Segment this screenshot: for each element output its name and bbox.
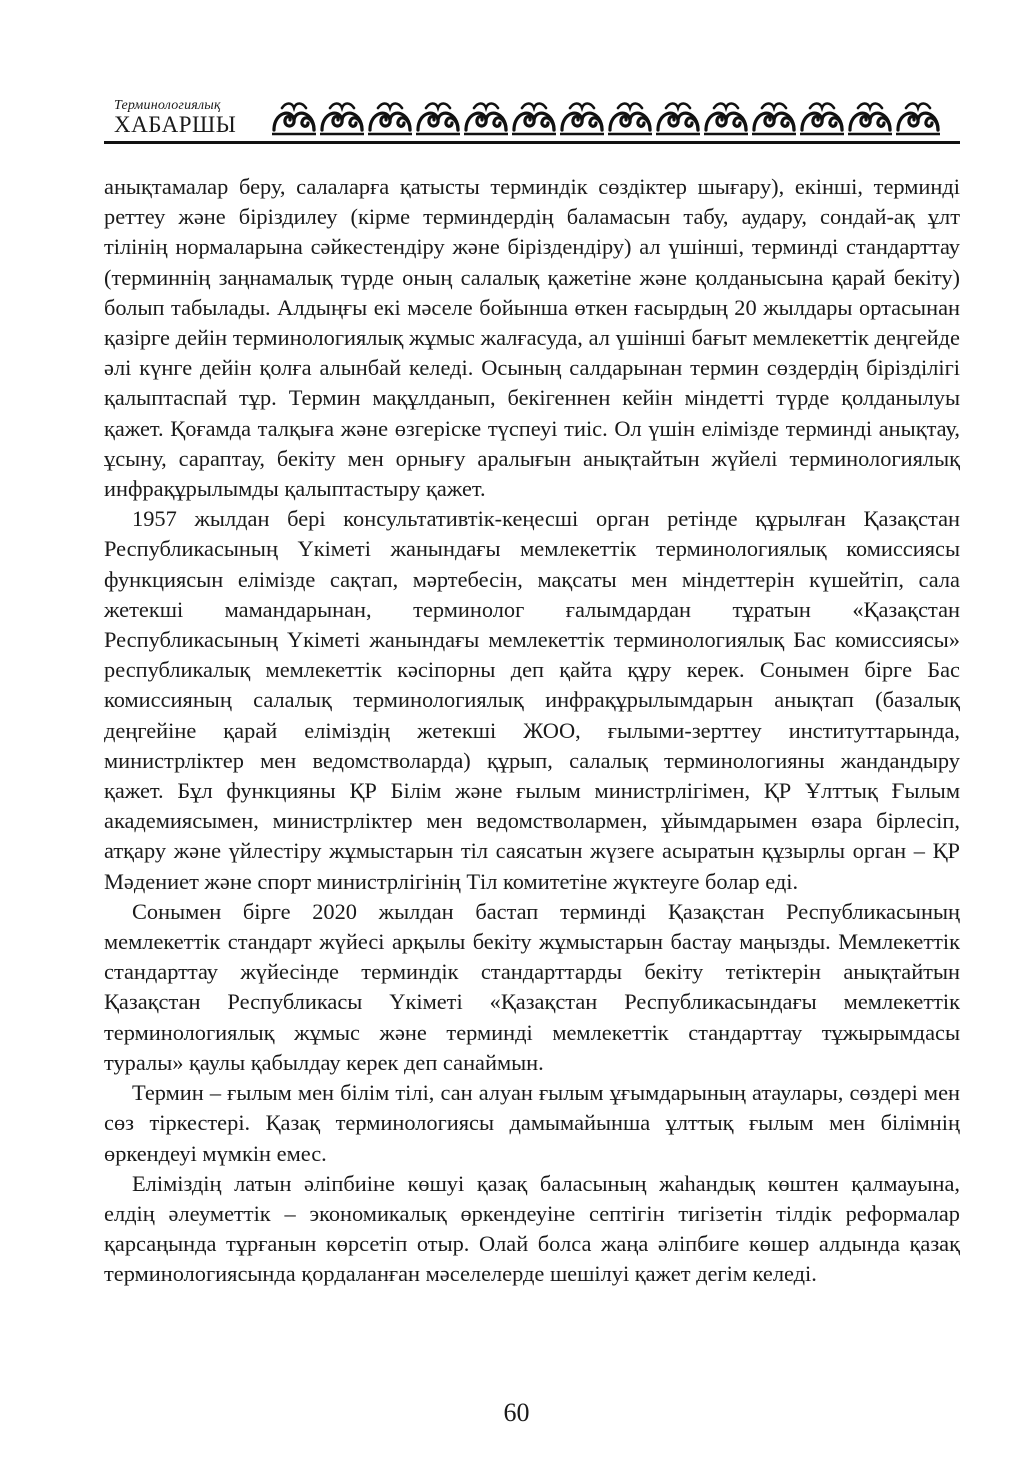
paragraph-2: 1957 жылдан бері консультативтік-кеңесші орган ретінде құрылған Қазақстан Республикасының Үкіметі жанындағы мемлекеттік терминологиялық комиссиясы функциясын елімізде сақтап, мәртебесін, мақсаты мен міндеттерін күшейтіп, сала жетекші мамандарынан, терминолог ғалымдардан тұратын «Қазақстан Республикасының Үкіметі жанындағы мемлекеттік терминологиялық Бас комиссиясы» республикалық мемлекеттік кәсіпорны деп қайта құру керек. Сонымен бірге Бас комиссияның салалық терминологиялық инфрақұрылымдарын анықтап (базалық деңгейіне қарай еліміздің жетекші ЖОО, ғылыми-зерттеу институттарында, министрліктер мен ведомстволарда) құрып, салалық терминологияны жандандыру қажет. Бұл функцияны ҚР Білім және ғылым министрлігімен, ҚР Ұлттық Ғылым академиясымен, министрліктер мен ведомстволармен, ұйымдарымен өзара бірлесіп, атқару және үйлестіру жұмыстарын тіл саясатын жүзеге асыратын құзырлы орган – ҚР Мәдениет және спорт министрлігінің Тіл комитетіне жүктеуге болар еді. [104,506,960,894]
paragraph-3: Сонымен бірге 2020 жылдан бастап терминді Қазақстан Республикасының мемлекеттік стандарт жүйесі арқылы бекіту жұмыстарын бастау маңызды. Мемлекеттік стандарттау жүйесінде терминдік стандарттарды бекіту тетіктерін анықтайтын Қазақстан Республикасы Үкіметі «Қазақстан Республикасындағы мемлекеттік терминологиялық жұмыс және терминді мемлекеттік стандарттау тұжырымдасы туралы» қаулы қабылдау керек деп санаймын. [104,898,960,1075]
paragraph-1: анықтамалар беру, салаларға қатысты терминдік сөздіктер шығару), екінші, терминді реттеу және біріздилеу (кірме терминдердің баламасын табу, аудару, сондай-ақ ұлт тілінің нормаларына сәйкестендіру және біріздендіру) ал үшінші, терминді стандарттау (терминнің заңнамалық түрде оның салалық қажетіне және қолданысына қарай бекіту) болып табылады. Алдыңғы екі мәселе бойынша өткен ғасырдың 20 жылдары ортасынан қазірге дейін терминологиялық жұмыс жалғасуда, ал үшінші бағыт мемлекеттік деңгейде әлі күнге дейін қолға алынбай келеді. Осының салдарынан термин сөздердің біріздiлігі қалыптаспай тұр. Термин мақұлданып, бекігеннен кейін міндетті түрде қолданылуы қажет. Қоғамда талқыға және өзгеріске түспеуі тиіс. Ол үшін елімізде терминді анықтау, ұсыну, сараптау, бекіту мен орнығу аралығын анықтайтын жүйелі терминологиялық инфрақұрылымды қалыптастыру қажет. [104,174,960,502]
journal-name-big: ХАБАРШЫ [114,112,237,137]
journal-name-small: Терминологиялық [114,98,221,113]
paragraph-4: Термин – ғылым мен білім тілі, сан алуан ғылым ұғымдарының атаулары, сөздері мен сөз тіркестері. Қазақ терминологиясы дамымайынша ұлттық ғылым мен білімнің өркендеуі мүмкін емес. [104,1080,960,1166]
kazakh-ornament-icon [270,100,960,138]
page-number: 60 [503,1398,530,1427]
journal-header [104,96,958,146]
paragraph-5: Еліміздің латын әліпбиіне көшуі қазақ баласының жаһандық көштен қалмауына, елдің әлеуметтік – экономикалық өркендеуіне септігін тигізетін тілдік реформалар қарсаңында тұрғанын көрсетіп отыр. Олай болса жаңа әліпбиге көшер алдында қазақ терминологиясында қордаланған мәселелерде шешілуі қажет дегім келеді. [104,1170,960,1287]
header-divider [104,141,960,144]
article-body [104,172,960,1290]
